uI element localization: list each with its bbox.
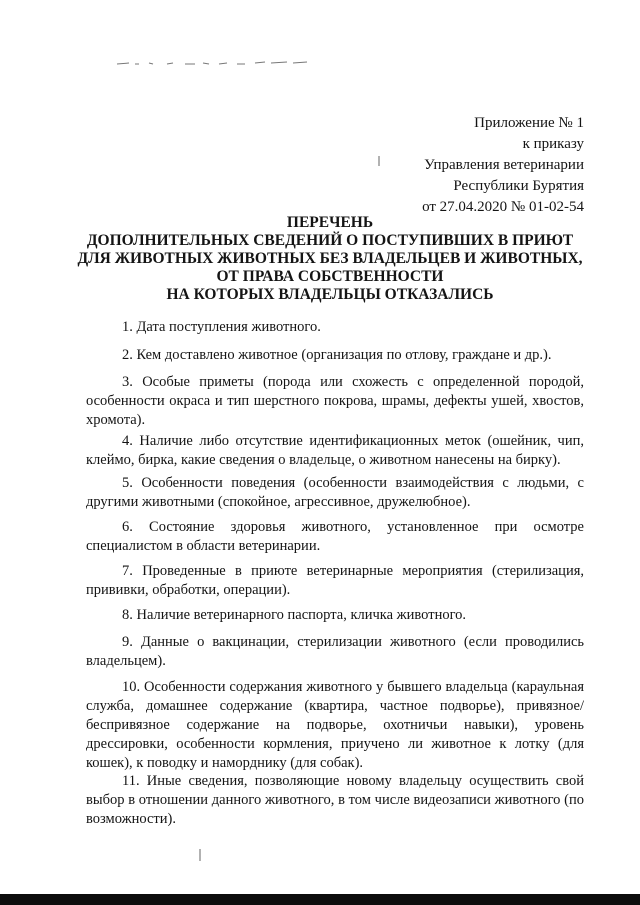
- attachment-block: [422, 113, 584, 218]
- scan-speck: [196, 848, 204, 862]
- scan-bottom-edge: [0, 894, 640, 905]
- attachment-order-ref: к приказу: [522, 136, 584, 152]
- list-item-text: 3. Особые приметы (порода или схожесть с определенной породой, особенности окраса и тип шерстного покрова, шрамы, дефекты ушей, хвостов, хромота).: [86, 374, 584, 428]
- attachment-number: Приложение № 1: [474, 115, 584, 131]
- scan-speck: [374, 155, 384, 167]
- list-item-4: [86, 432, 584, 470]
- list-item-2: [86, 346, 584, 365]
- list-item-5: [86, 474, 584, 512]
- title-line-3: ДЛЯ ЖИВОТНЫХ ЖИВОТНЫХ БЕЗ ВЛАДЕЛЬЦЕВ И ЖИВОТНЫХ,: [77, 250, 583, 267]
- title-line-4: ОТ ПРАВА СОБСТВЕННОСТИ: [216, 268, 444, 285]
- list-item-6: [86, 518, 584, 556]
- scan-noise-marks: [115, 58, 315, 68]
- list-item-7: [86, 562, 584, 600]
- list-item-text: 11. Иные сведения, позволяющие новому владельцу осуществить свой выбор в отношении данного животного, в том числе видеозаписи животного (по возможности).: [86, 773, 584, 827]
- attachment-issuer: Управления ветеринарии: [424, 157, 584, 173]
- title-line-1: ПЕРЕЧЕНЬ: [286, 214, 374, 231]
- list-item-11: [86, 772, 584, 829]
- list-item-text: 9. Данные о вакцинации, стерилизации животного (если проводились владельцем).: [86, 634, 584, 669]
- list-item-text: 10. Особенности содержания животного у бывшего владельца (караульная служба, домашнее содержание (квартира, частное подворье), привязное/беспривязное содержание на подворье, охотничьи навыки), уровень дрессировки, особенности кормления, приучено ли животное к лотку (для кошек), к поводку и наморднику (для собак).: [86, 679, 584, 771]
- list-item-10: [86, 678, 584, 773]
- list-item-text: 4. Наличие либо отсутствие идентификационных меток (ошейник, чип, клеймо, бирка, какие сведения о владельце, о животном нанесены на бирку).: [86, 433, 584, 468]
- attachment-date-number: от 27.04.2020 № 01-02-54: [422, 199, 584, 215]
- title-line-2: ДОПОЛНИТЕЛЬНЫХ СВЕДЕНИЙ О ПОСТУПИВШИХ В ПРИЮТ: [86, 232, 574, 249]
- document-title: [60, 214, 600, 304]
- list-item-text: 8. Наличие ветеринарного паспорта, кличка животного.: [122, 607, 467, 623]
- list-item-9: [86, 633, 584, 671]
- attachment-region: Республики Бурятия: [453, 178, 584, 194]
- list-item-text: 6. Состояние здоровья животного, установленное при осмотре специалистом в области ветеринарии.: [86, 519, 584, 554]
- list-item-text: 7. Проведенные в приюте ветеринарные мероприятия (стерилизация, прививки, обработки, операции).: [86, 563, 584, 598]
- list-item-3: [86, 373, 584, 430]
- title-line-5: НА КОТОРЫХ ВЛАДЕЛЬЦЫ ОТКАЗАЛИСЬ: [166, 286, 494, 303]
- list-item-8: [86, 606, 584, 625]
- list-item-1: [86, 318, 584, 337]
- list-item-text: 5. Особенности поведения (особенности взаимодействия с людьми, с другими животными (спокойное, агрессивное, дружелюбное).: [86, 475, 584, 510]
- list-item-text: 2. Кем доставлено животное (организация по отлову, граждане и др.).: [122, 347, 552, 363]
- list-item-text: 1. Дата поступления животного.: [122, 319, 321, 335]
